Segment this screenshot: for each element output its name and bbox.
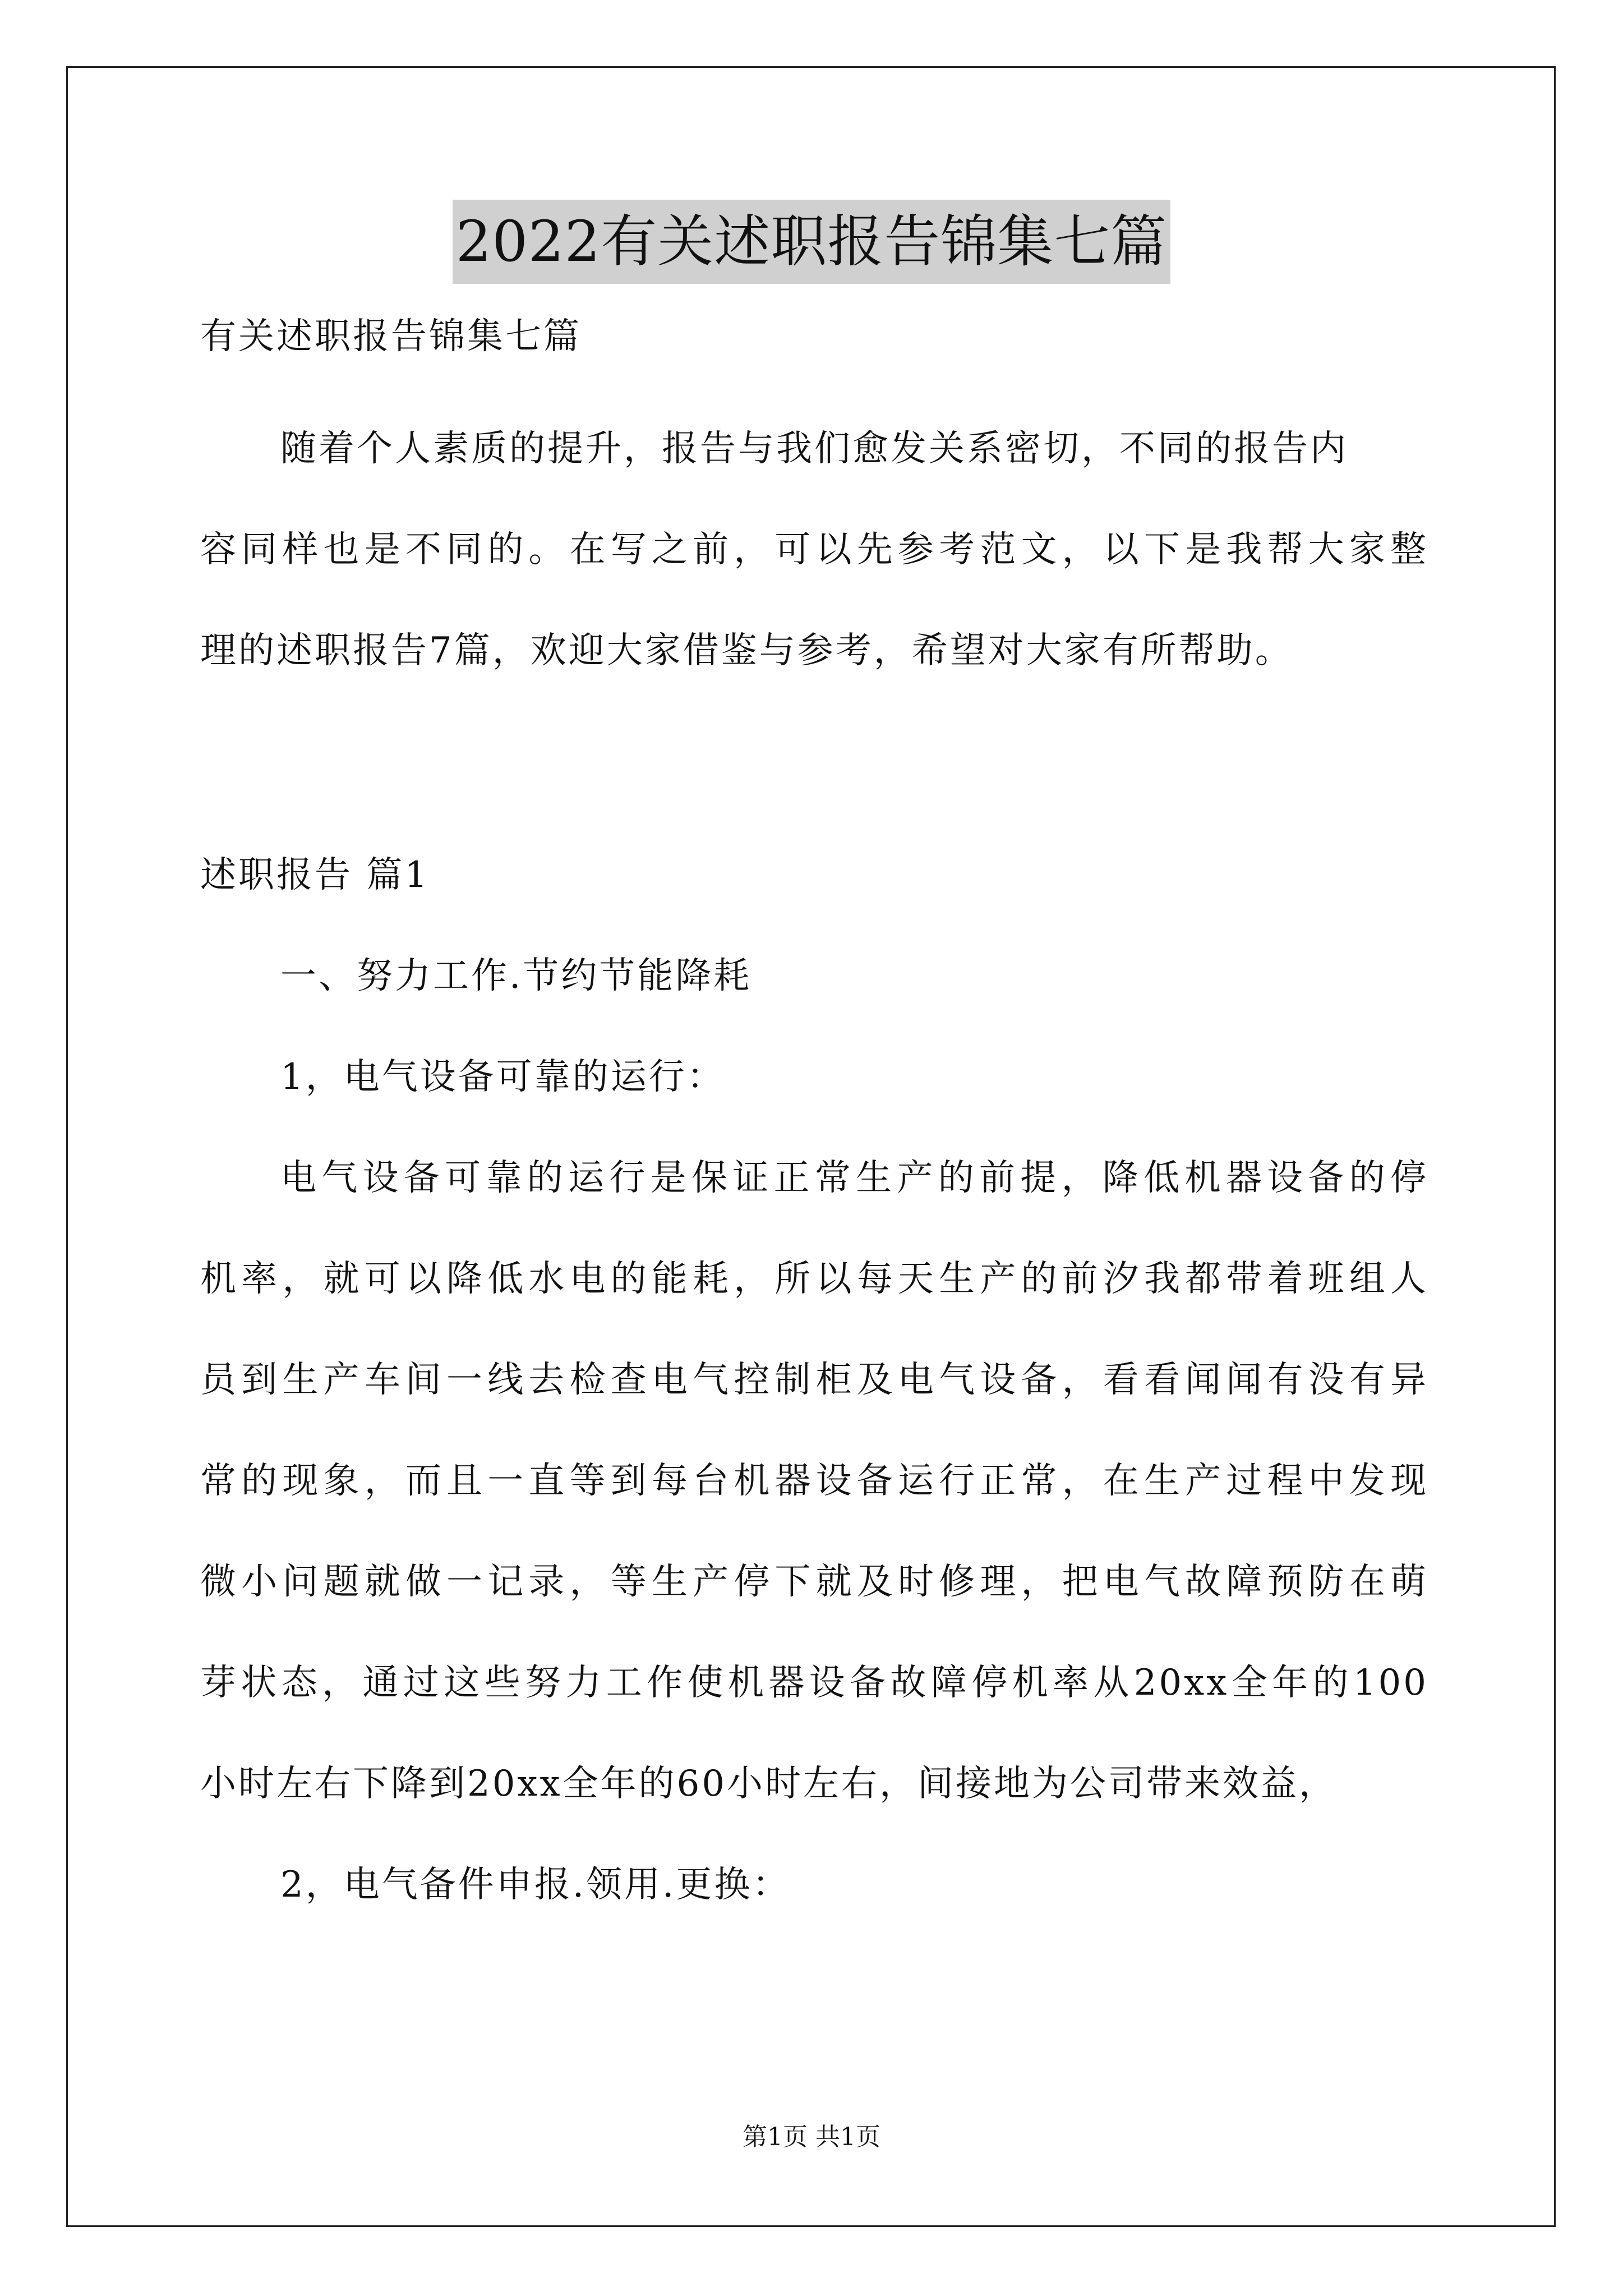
- title-container: [0, 200, 1623, 284]
- body-line-1: 电气设备可靠的运行是保证正常生产的前提，降低机器设备的停: [280, 1157, 1428, 1199]
- sub-heading-2: 2，电气备件申报.领用.更换：: [280, 1864, 791, 1906]
- body-line-4: 常的现象，而且一直等到每台机器设备运行正常，在生产过程中发现: [200, 1460, 1428, 1502]
- intro-line-1: 随着个人素质的提升，报告与我们愈发关系密切，不同的报告内: [280, 428, 1348, 470]
- document-title: 2022有关述职报告锦集七篇: [453, 200, 1171, 284]
- intro-line-3: 理的述职报告7篇，欢迎大家借鉴与参考，希望对大家有所帮助。: [200, 630, 1293, 671]
- intro-line-2: 容同样也是不同的。在写之前，可以先参考范文，以下是我帮大家整: [200, 529, 1428, 570]
- sub-heading-1: 1，电气设备可靠的运行：: [280, 1056, 725, 1098]
- body-line-5: 微小问题就做一记录，等生产停下就及时修理，把电气故障预防在萌: [200, 1561, 1428, 1603]
- page-footer: 第1页 共1页: [743, 2123, 880, 2151]
- body-line-2: 机率，就可以降低水电的能耗，所以每天生产的前汐我都带着班组人: [200, 1258, 1428, 1300]
- body-line-6: 芽状态，通过这些努力工作使机器设备故障停机率从20xx全年的100: [200, 1662, 1428, 1704]
- document-subtitle: 有关述职报告锦集七篇: [200, 316, 582, 357]
- section-heading: 述职报告 篇1: [200, 854, 430, 896]
- body-line-7: 小时左右下降到20xx全年的60小时左右，间接地为公司带来效益，: [200, 1763, 1338, 1805]
- item-heading: 一、努力工作.节约节能降耗: [280, 955, 752, 997]
- body-line-3: 员到生产车间一线去检查电气控制柜及电气设备，看看闻闻有没有异: [200, 1359, 1428, 1401]
